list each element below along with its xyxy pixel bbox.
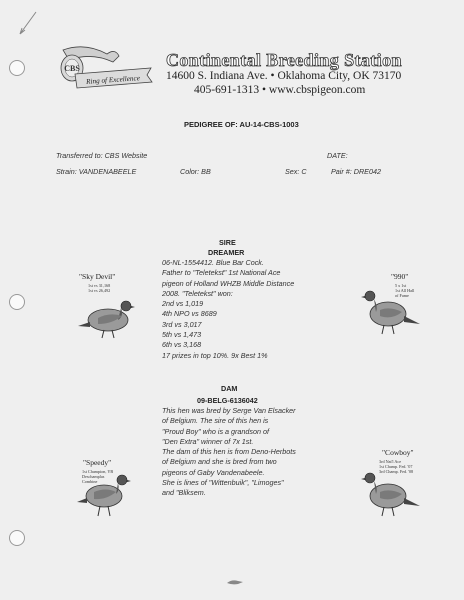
dam-name: 09-BELG-6136042 bbox=[197, 396, 258, 405]
punch-hole-bottom bbox=[9, 530, 25, 546]
logo-monogram: CBS bbox=[64, 64, 80, 73]
logo-banner-text: Ring of Excellence bbox=[85, 74, 141, 86]
pedigree-header: PEDIGREE OF: AU-14-CBS-1003 bbox=[184, 120, 299, 129]
sire-line: 2008. "Teletekst" won: bbox=[162, 288, 233, 298]
dam-line: "Den Extra" winner of 7x 1st. bbox=[162, 436, 254, 446]
color-field: Color: BB bbox=[180, 167, 211, 176]
sire-label: SIRE bbox=[219, 238, 236, 247]
company-contact: 405-691-1313 • www.cbspigeon.com bbox=[194, 84, 366, 96]
bird-info-line: 1st All Hall bbox=[395, 288, 415, 294]
bird-name-speedy: "Speedy" bbox=[83, 458, 112, 467]
sire-line: pigeon of Holland WHZB Middle Distance bbox=[162, 278, 295, 288]
sire-line: 5th vs 1,473 bbox=[162, 330, 202, 340]
dam-line: "Proud Boy" who is a grandson of bbox=[162, 426, 269, 436]
date-field: DATE: bbox=[327, 151, 348, 160]
cbs-logo bbox=[55, 44, 155, 96]
bird-info-line: of Fame bbox=[395, 293, 409, 299]
sire-line: 6th vs 3,168 bbox=[162, 340, 202, 350]
dam-line: of Belgium. The sire of this hen is bbox=[162, 416, 269, 426]
transferred-to: Transferred to: CBS Website bbox=[56, 151, 148, 160]
company-title: Continental Breeding Station bbox=[166, 50, 402, 70]
strain-field: Strain: VANDENABEELE bbox=[56, 167, 137, 176]
bird-info-line: 3rd Champ. Fed. '08 bbox=[379, 469, 414, 475]
sire-line: 2nd vs 1,019 bbox=[162, 299, 204, 309]
sire-line: 3rd vs 3,017 bbox=[162, 319, 202, 329]
pigeon-icon bbox=[360, 286, 422, 340]
bird-info-line: 1st Champion, YB bbox=[82, 469, 114, 474]
dam-line: pigeons of Gaby Vandenabeele. bbox=[162, 467, 265, 477]
dam-line: This hen was bred by Serge Van Elsacker bbox=[162, 406, 296, 415]
bird-name-990: "990" bbox=[391, 272, 409, 281]
bird-info-line: Deschamplas bbox=[82, 474, 105, 480]
sire-line: 4th NPO vs 8689 bbox=[162, 309, 217, 319]
bird-name-sky-devil: "Sky Devil" bbox=[79, 272, 116, 281]
pigeon-icon bbox=[76, 296, 138, 342]
sire-line: Father to "Teletekst" 1st National Ace bbox=[162, 268, 281, 278]
punch-hole-middle bbox=[9, 294, 25, 310]
pair-field: Pair #: DRE042 bbox=[331, 167, 381, 176]
bird-info-line: 1st vs 31,168 bbox=[88, 283, 111, 288]
sire-line: 17 prizes in top 10%. 9x Best 1% bbox=[162, 350, 268, 360]
pigeon-icon bbox=[76, 470, 132, 520]
sire-details bbox=[162, 258, 294, 361]
pigeon-icon bbox=[360, 466, 422, 520]
bird-info-line: 3rd Nat'l Ace bbox=[379, 459, 402, 464]
bird-info-line: 1st Champ. Fed. '07 bbox=[379, 464, 413, 470]
bird-info-sky-devil bbox=[88, 283, 110, 293]
dam-line: The dam of this hen is from Deno-Herbots bbox=[162, 447, 296, 457]
bird-info-line: Combine bbox=[82, 479, 98, 485]
bird-info-line: 5 x 1st bbox=[395, 283, 407, 288]
dam-line: and "Bliksem. bbox=[162, 488, 206, 498]
pen-mark bbox=[16, 10, 38, 38]
sire-line: 06-NL-1554412. Blue Bar Cock. bbox=[162, 258, 264, 267]
dam-details bbox=[162, 406, 296, 499]
sex-field: Sex: C bbox=[285, 167, 307, 176]
bird-info-line: 1st vs 26,492 bbox=[88, 288, 111, 294]
dam-line: of Belgium and she is bred from two bbox=[162, 457, 277, 467]
punch-hole-top bbox=[9, 60, 25, 76]
bird-name-cowboy: "Cowboy" bbox=[382, 448, 414, 457]
dam-label: DAM bbox=[221, 384, 238, 393]
footer-mark bbox=[226, 578, 244, 586]
dam-line: She is lines of "Wittenbuik", "Limoges" bbox=[162, 478, 284, 488]
company-address: 14600 S. Indiana Ave. • Oklahoma City, OK 73170 bbox=[166, 70, 402, 82]
sire-name: DREAMER bbox=[208, 248, 245, 257]
